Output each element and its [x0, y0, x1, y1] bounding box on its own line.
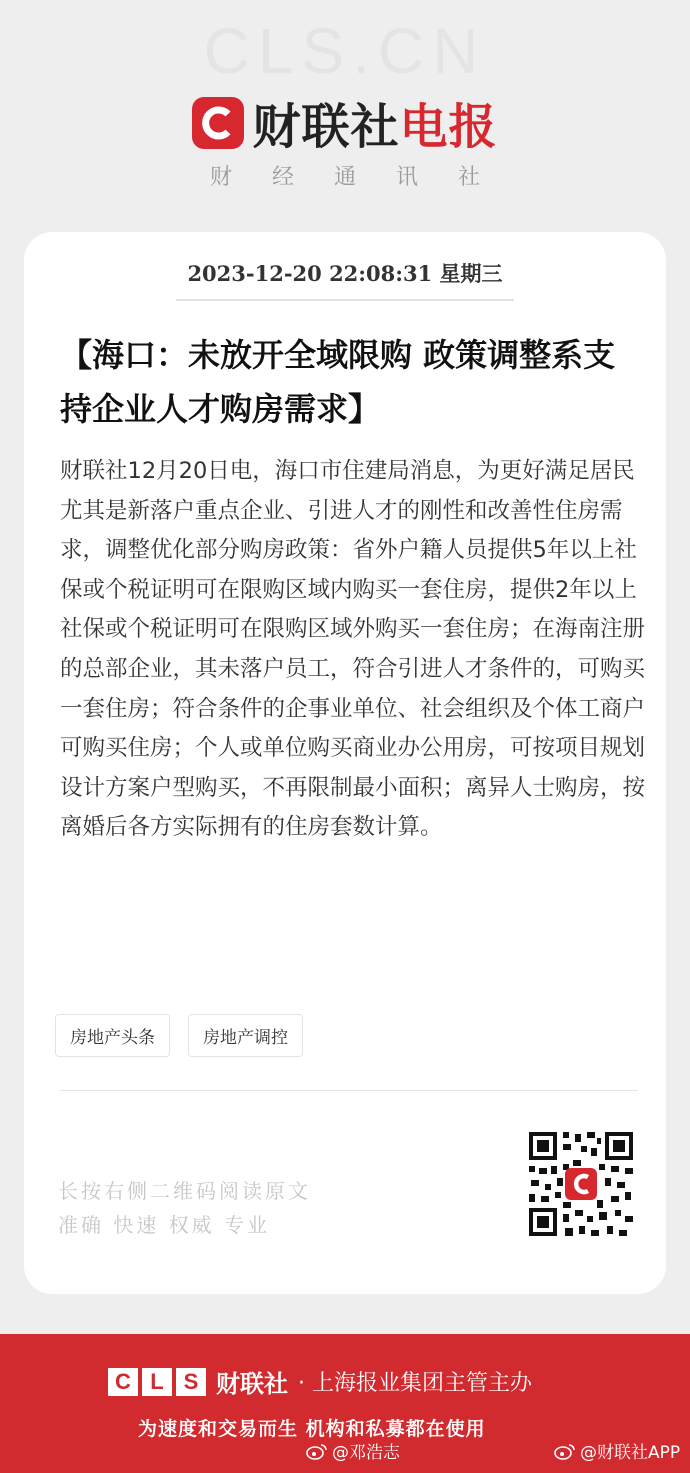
article-headline: 【海口：未放开全域限购 政策调整系支持企业人才购房需求】 [60, 336, 616, 428]
news-card [24, 232, 666, 1294]
brand-title-black: 财联社 [252, 99, 400, 155]
qr-code-icon[interactable] [527, 1130, 635, 1238]
qr-instructions [58, 1174, 311, 1242]
banner-brand-name: 财联社 [216, 1370, 288, 1398]
cls-wordmark [108, 1368, 206, 1396]
weibo-icon [554, 1442, 576, 1460]
brand-subtitle: 财经通讯社 [209, 165, 520, 190]
weibo-user[interactable]: @邓浩志 [332, 1443, 400, 1463]
tag-item[interactable]: 房地产调控 [188, 1014, 303, 1057]
weibo-icon [306, 1442, 328, 1460]
card-divider [60, 1090, 638, 1091]
cls-letter: C [108, 1368, 138, 1396]
footer-banner [0, 1334, 690, 1473]
weibo-user[interactable]: @财联社APP [580, 1443, 681, 1463]
qr-instruction-tagline: 准确 快速 权威 专业 [58, 1213, 271, 1237]
article-body: 财联社12月20日电，海口市住建局消息，为更好满足居民尤其是新落户重点企业、引进人才的刚性和改善性住房需求，调整优化部分购房政策：省外户籍人员提供5年以上社保或个税证明可在限购区域内购买一套住房，提供2年以上社保或个税证明可在限购区域外购买一套住房；在海南注册的总部企业，其未落户员工，符合引进人才条件的，可购买一套住房；符合条件的企事业单位、社会组织及个体工商户可购买住房；个人或单位购买商业办公用房，可按项目规划设计方案户型购买，不再限制最小面积；离异人士购房，按离婚后各方实际拥有的住房套数计算。 [60, 458, 646, 841]
weibo-credit-1 [306, 1438, 400, 1463]
cls-letter: L [142, 1368, 172, 1396]
watermark-text: CLS.CN [203, 15, 487, 87]
banner-brand-row [108, 1364, 532, 1399]
banner-slogan: · 上海报业集团主管主办 [298, 1371, 532, 1396]
article-datetime: 2023-12-20 22:08:31 星期三 [187, 261, 503, 286]
brand-title-red: 电报 [399, 99, 498, 155]
tag-list [55, 1014, 303, 1057]
brand-header [0, 88, 690, 157]
qr-instruction-line: 长按右侧二维码阅读原文 [58, 1179, 311, 1203]
banner-tagline: 为速度和交易而生 机构和私募都在使用 [138, 1418, 486, 1440]
cls-logo-icon [192, 97, 244, 149]
datetime-divider [176, 299, 514, 301]
brand-title [252, 88, 497, 157]
tag-item[interactable]: 房地产头条 [55, 1014, 170, 1057]
cls-letter: S [176, 1368, 206, 1396]
weibo-credit-2 [554, 1438, 680, 1463]
